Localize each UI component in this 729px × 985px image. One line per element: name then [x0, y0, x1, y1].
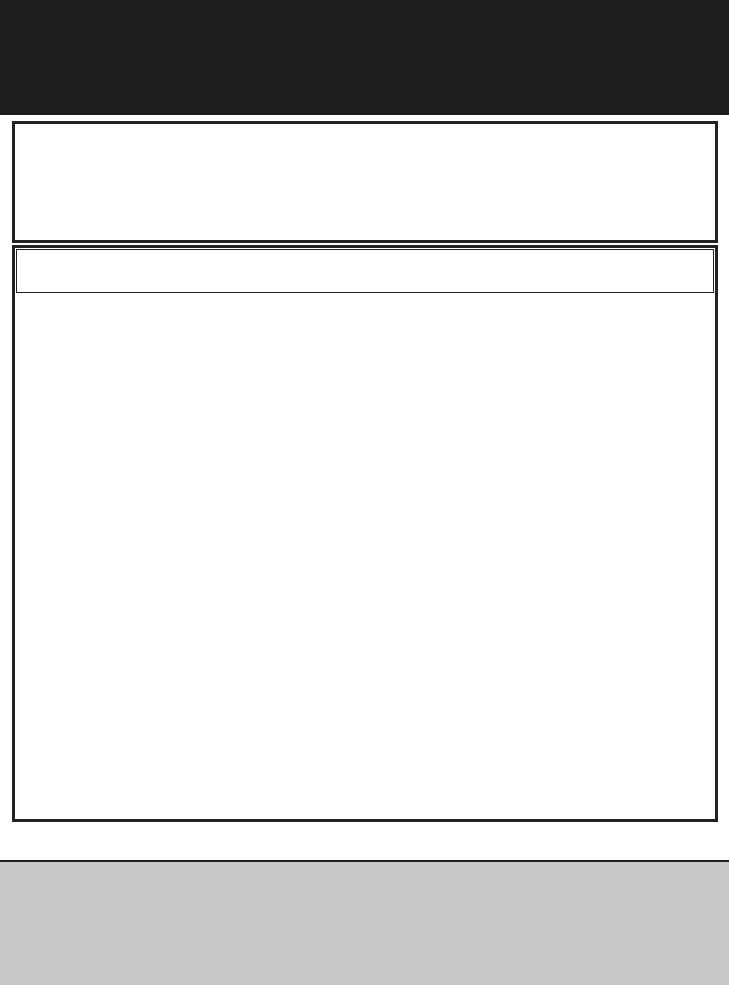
contact-address	[10, 885, 719, 905]
africa-price-summary	[16, 249, 714, 293]
page-header	[0, 0, 729, 115]
contact-phone-fax	[10, 865, 719, 885]
regional-visa-box	[12, 245, 718, 822]
contact-footer	[0, 860, 729, 985]
advantage-visa-box	[12, 121, 718, 243]
